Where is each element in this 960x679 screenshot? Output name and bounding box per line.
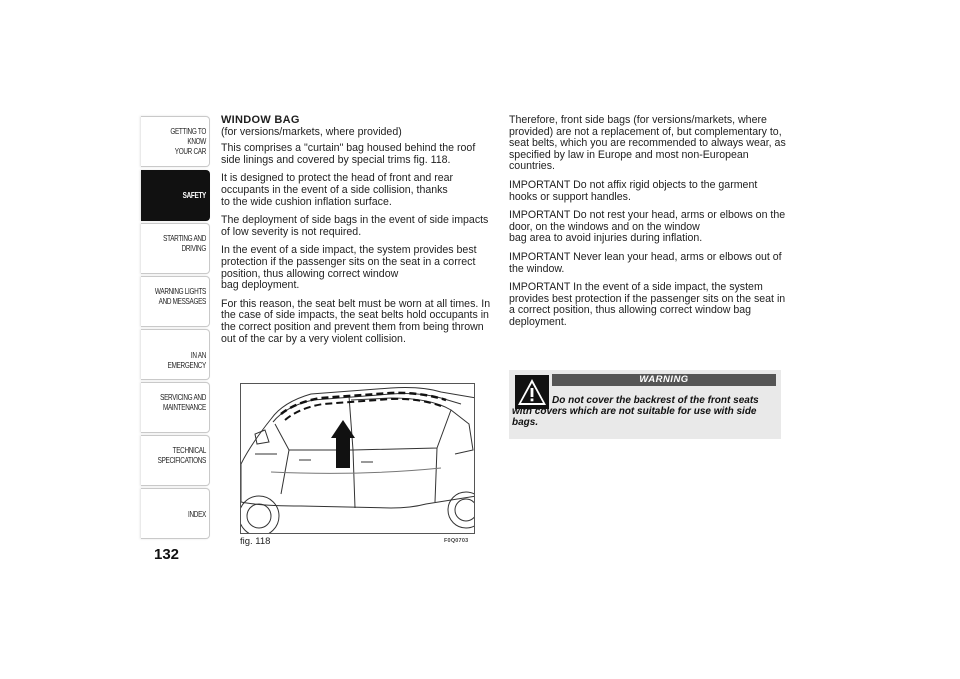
tab-label: STARTING AND DRIVING <box>163 234 206 253</box>
paragraph: IMPORTANT In the event of a side impact, the system provides best protection if the passenger sits on the seat in a correct position, thus allowing correct window bag deployment. <box>509 281 786 328</box>
tab-warning-lights[interactable] <box>141 276 210 327</box>
tab-safety[interactable] <box>141 170 210 221</box>
warning-title: WARNING <box>552 374 776 386</box>
paragraph: The deployment of side bags in the event of side impacts of low severity is not required. <box>221 214 489 238</box>
tab-label: SAFETY <box>182 191 206 200</box>
tab-label: TECHNICAL SPECIFICATIONS <box>157 446 206 465</box>
paragraph: Therefore, front side bags (for versions/markets, where provided) are not a replacement of, but complementary to, seat belts, which you are recommended to always wear, as specified by law in Europe and most non-European countries. <box>509 114 786 173</box>
paragraph: It is designed to protect the head of front and rear occupants in the event of a side collision, thanks to the wide cushion inflation surface. <box>221 172 454 208</box>
section-heading: WINDOW BAG <box>221 114 300 126</box>
figure-car-window-bag <box>240 383 475 534</box>
tab-starting-driving[interactable] <box>141 223 210 274</box>
tab-label: GETTING TO KNOW YOUR CAR <box>170 127 206 156</box>
tab-label: INDEX <box>188 510 206 519</box>
left-column <box>221 115 496 352</box>
figure-caption: fig. 118 <box>240 536 271 547</box>
tab-index[interactable] <box>141 488 210 539</box>
tab-label: SERVICING AND MAINTENANCE <box>160 393 206 412</box>
car-illustration <box>241 384 475 534</box>
warning-box <box>509 370 781 439</box>
tab-getting-to-know[interactable] <box>141 116 210 167</box>
tab-emergency[interactable] <box>141 329 210 380</box>
paragraph: This comprises a "curtain" bag housed behind the roof side linings and covered by special trims fig. 118. <box>221 142 476 166</box>
figure-code: F0Q0703 <box>444 538 469 544</box>
section-subheading: (for versions/markets, where provided) <box>221 125 402 138</box>
paragraph: IMPORTANT Do not affix rigid objects to the garment hooks or support handles. <box>509 178 758 203</box>
paragraph: For this reason, the seat belt must be worn at all times. In the case of side impacts, the seat belts hold occupants in the correct position and prevent them from being thrown out of the car by a very violent collision. <box>221 297 491 345</box>
paragraph: In the event of a side impact, the system provides best protection if the passenger sits on the seat in a correct position, thus allowing correct window bag deployment. <box>221 244 477 292</box>
paragraph: IMPORTANT Never lean your head, arms or elbows out of the window. <box>509 250 782 275</box>
paragraph: IMPORTANT Do not rest your head, arms or elbows on the door, on the windows and on the window bag area to avoid injuries during inflation. <box>509 209 786 245</box>
right-column <box>509 115 786 336</box>
tab-technical[interactable] <box>141 435 210 486</box>
warning-text: Do not cover the backrest of the front seats with covers which are not suitable for use with side bags. <box>512 395 759 429</box>
tab-servicing[interactable] <box>141 382 210 433</box>
tab-label: WARNING LIGHTS AND MESSAGES <box>154 287 206 306</box>
page-number: 132 <box>154 546 180 563</box>
tab-label: IN AN EMERGENCY <box>167 351 206 370</box>
